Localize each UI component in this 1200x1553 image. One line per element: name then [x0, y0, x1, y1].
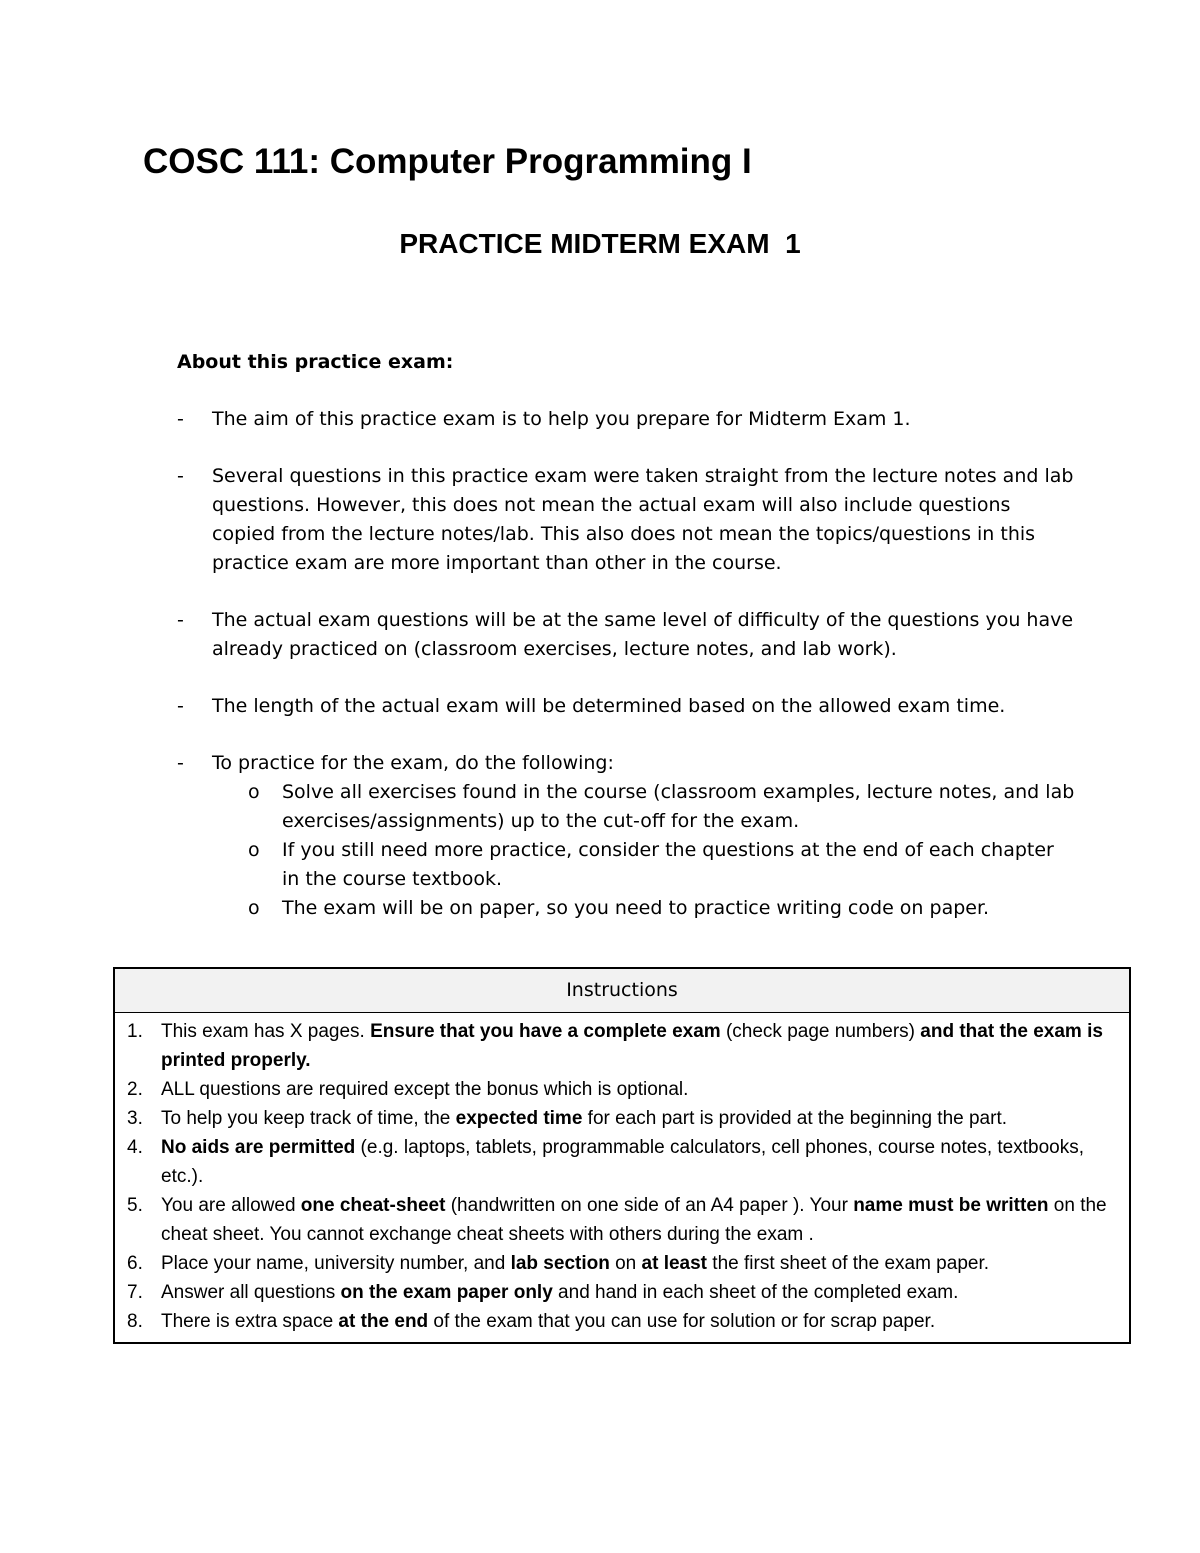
practice-sub-item-text: If you still need more practice, consider the questions at the end of each chapter in the course textbook. [282, 839, 1054, 890]
about-item-text: Several questions in this practice exam were taken straight from the lecture notes and lab questions. However, this does not mean the actual exam will also include questions copied from the lecture notes/lab. This also does not mean the topics/questions in this practice exam are more important than other in the course. [212, 465, 1074, 574]
instruction-number: 6. [127, 1253, 143, 1274]
about-list [177, 405, 1077, 923]
about-item-text: The aim of this practice exam is to help you prepare for Midterm Exam 1. [212, 408, 911, 430]
instruction-text: on the cheat sheet. You cannot exchange cheat sheets with others during the exam . [161, 1195, 1107, 1245]
instruction-text: You are allowed [161, 1195, 301, 1216]
practice-sub-item-text: Solve all exercises found in the course (classroom examples, lecture notes, and lab exercises/assignments) up to the cut-off for the exam. [282, 781, 1075, 832]
instruction-text: the first sheet of the exam paper. [707, 1253, 990, 1274]
instruction-text: To help you keep track of time, the [161, 1108, 456, 1129]
dash-bullet: - [177, 695, 184, 717]
dash-bullet: - [177, 609, 184, 631]
about-item [177, 405, 1077, 434]
instruction-emphasis: Ensure that you have a complete exam [370, 1021, 721, 1042]
instruction-number: 7. [127, 1282, 143, 1303]
instruction-emphasis: No aids are permitted [161, 1137, 356, 1158]
instruction-number: 4. [127, 1137, 143, 1158]
dash-bullet: - [177, 752, 184, 774]
instruction-item [115, 1249, 1113, 1278]
instruction-number: 1. [127, 1021, 143, 1042]
about-item [177, 462, 1077, 578]
instruction-item [115, 1017, 1113, 1075]
circle-bullet-icon: o [248, 781, 260, 803]
instruction-number: 5. [127, 1195, 143, 1216]
instruction-number: 2. [127, 1079, 143, 1100]
instruction-item [115, 1278, 1113, 1307]
instruction-text: ALL questions are required except the bonus which is optional. [161, 1079, 689, 1100]
instruction-text: Answer all questions [161, 1282, 341, 1303]
course-title: COSC 111: Computer Programming I [143, 142, 752, 181]
exam-title: PRACTICE MIDTERM EXAM 1 [399, 228, 801, 259]
about-section [177, 348, 1077, 951]
instruction-text: on [609, 1253, 642, 1274]
instruction-item [115, 1104, 1113, 1133]
instruction-number: 3. [127, 1108, 143, 1129]
instruction-text: and hand in each sheet of the completed exam. [552, 1282, 959, 1303]
instruction-text: There is extra space [161, 1311, 339, 1332]
instruction-item [115, 1133, 1113, 1191]
practice-sub-list [212, 778, 1077, 923]
instruction-text: of the exam that you can use for solution or for scrap paper. [428, 1311, 936, 1332]
instruction-emphasis: lab section [510, 1253, 610, 1274]
instruction-number: 8. [127, 1311, 143, 1332]
practice-sub-item [212, 894, 1077, 923]
circle-bullet-icon: o [248, 897, 260, 919]
instruction-text: Place your name, university number, and [161, 1253, 511, 1274]
instruction-emphasis: one cheat-sheet [300, 1195, 446, 1216]
about-item-text: To practice for the exam, do the following: [212, 752, 614, 774]
instruction-text: (handwritten on one side of an A4 paper ). Your [445, 1195, 854, 1216]
instruction-emphasis: and that the exam is printed properly. [161, 1021, 1103, 1071]
about-heading: About this practice exam: [177, 351, 454, 373]
instruction-emphasis: at the end [338, 1311, 429, 1332]
instruction-emphasis: name must be written [853, 1195, 1049, 1216]
instruction-text: for each part is provided at the beginning the part. [582, 1108, 1008, 1129]
instruction-emphasis: on the exam paper only [340, 1282, 553, 1303]
dash-bullet: - [177, 465, 184, 487]
instruction-item [115, 1191, 1113, 1249]
instruction-text: This exam has X pages. [161, 1021, 371, 1042]
instruction-text: (e.g. laptops, tablets, programmable calculators, cell phones, course notes, textbooks, etc.). [161, 1137, 1084, 1187]
about-item [177, 692, 1077, 721]
about-item [177, 606, 1077, 664]
instruction-item [115, 1075, 1113, 1104]
about-item-text: The length of the actual exam will be determined based on the allowed exam time. [212, 695, 1006, 717]
instruction-text: (check page numbers) [720, 1021, 921, 1042]
instruction-item [115, 1307, 1113, 1336]
dash-bullet: - [177, 408, 184, 430]
practice-sub-item-text: The exam will be on paper, so you need to practice writing code on paper. [282, 897, 990, 919]
instruction-emphasis: expected time [455, 1108, 583, 1129]
instructions-list [115, 1013, 1129, 1342]
practice-sub-item [212, 778, 1077, 836]
about-item-text: The actual exam questions will be at the same level of difficulty of the questions you have already practiced on (classroom exercises, lecture notes, and lab work). [212, 609, 1074, 660]
instructions-heading: Instructions [115, 969, 1129, 1013]
instruction-emphasis: at least [641, 1253, 708, 1274]
practice-sub-item [212, 836, 1077, 894]
instructions-box [113, 967, 1131, 1344]
circle-bullet-icon: o [248, 839, 260, 861]
about-item [177, 749, 1077, 923]
